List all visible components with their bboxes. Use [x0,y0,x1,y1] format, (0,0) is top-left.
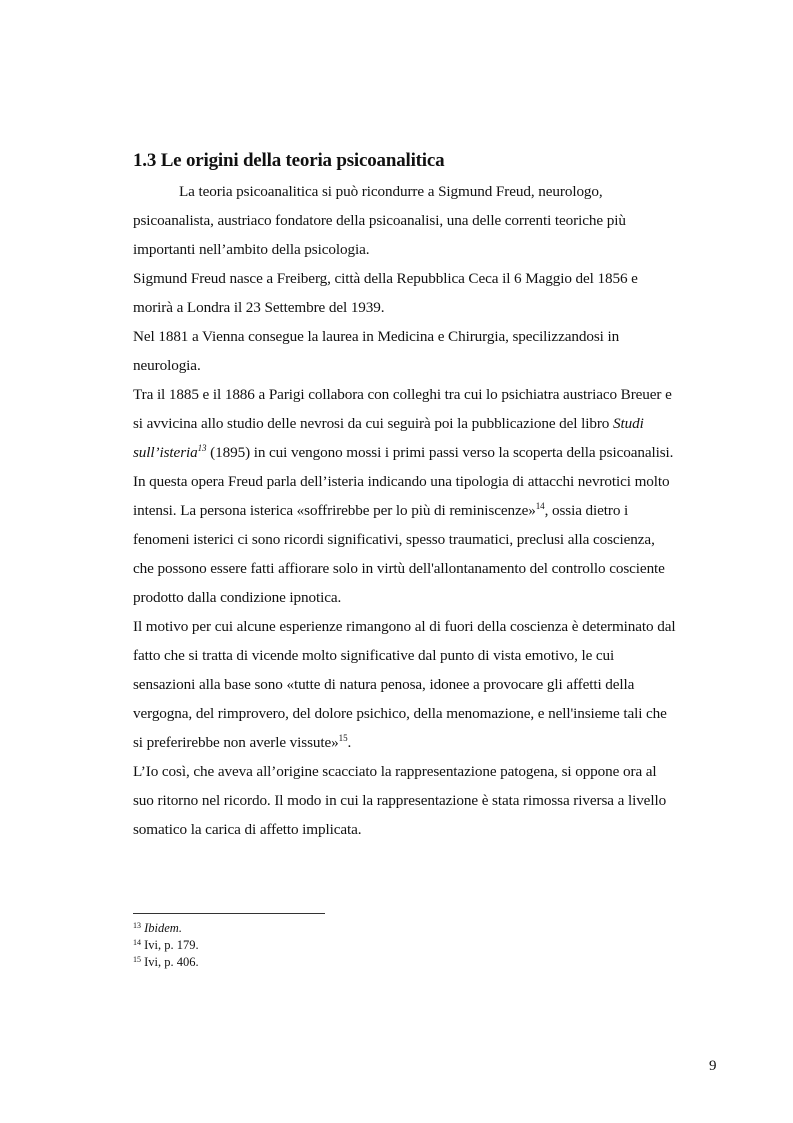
text-line [133,413,718,442]
text-line: importanti nell’ambito della psicologia. [133,241,370,258]
text-segment: . [347,734,352,751]
book-title: sull’isteria [133,444,198,461]
body-text [133,181,718,848]
text-line: che possono essere fatti affiorare solo in virtù dell'allontanamento del controllo cosciente [133,560,665,577]
text-segment: si preferirebbe non averle vissute» [133,734,339,751]
text-line: Tra il 1885 e il 1886 a Parigi collabora con colleghi tra cui lo psichiatra austriaco Breuer e [133,386,672,403]
footnote-ref[interactable]: 13 [197,443,207,453]
section-heading: 1.3 Le origini della teoria psicoanalitica [133,150,445,171]
text-line: In questa opera Freud parla dell’isteria indicando una tipologia di attacchi nevrotici molto [133,473,670,490]
text-line: prodotto dalla condizione ipnotica. [133,589,342,606]
book-title: Studi [613,415,644,432]
text-line: somatico la carica di affetto implicata. [133,821,362,838]
text-line: fenomeni isterici ci sono ricordi significativi, spesso traumatici, preclusi alla coscienza, [133,531,655,548]
text-segment: , ossia dietro i [544,502,629,519]
text-line: fatto che si tratta di vicende molto significative dal punto di vista emotivo, le cui [133,647,615,664]
text-line: psicoanalista, austriaco fondatore della psicoanalisi, una delle correnti teoriche più [133,212,626,229]
text-line: Nel 1881 a Vienna consegue la laurea in Medicina e Chirurgia, specilizzandosi in [133,328,620,345]
text-line: L’Io così, che aveva all’origine scacciato la rappresentazione patogena, si oppone ora al [133,763,657,780]
footnote-number: 14 [133,938,141,947]
text-line: vergogna, del rimprovero, del dolore psichico, della menomazione, e nell'insieme tali che [133,705,667,722]
footnote [133,937,199,954]
text-line: sensazioni alla base sono «tutte di natura penosa, idonee a provocare gli affetti della [133,676,635,693]
text-line [133,500,718,529]
text-line [133,732,718,761]
footnote [133,954,199,971]
text-segment: intensi. La persona isterica «soffrirebbe per lo più di reminiscenze» [133,502,536,519]
footnote-text: Ibidem. [144,921,182,935]
footnote-ref[interactable]: 14 [535,501,545,511]
text-line: morirà a Londra il 23 Settembre del 1939. [133,299,385,316]
text-line: neurologia. [133,357,201,374]
page-number: 9 [709,1058,717,1074]
text-line: Sigmund Freud nasce a Freiberg, città della Repubblica Ceca il 6 Maggio del 1856 e [133,270,638,287]
footnote-number: 13 [133,921,141,930]
text-line: suo ritorno nel ricordo. Il modo in cui la rappresentazione è stata rimossa riversa a livello [133,792,667,809]
text-line [133,442,718,471]
footnote [133,920,199,937]
footnote-number: 15 [133,955,141,964]
text-segment: (1895) in cui vengono mossi i primi passi verso la scoperta della psicoanalisi. [206,444,674,461]
footnotes [133,920,199,971]
text-line: Il motivo per cui alcune esperienze rimangono al di fuori della coscienza è determinato dal [133,618,676,635]
footnote-text: Ivi, p. 406. [144,955,199,969]
footnote-text: Ivi, p. 179. [144,938,199,952]
text-segment: si avvicina allo studio delle nevrosi da cui seguirà poi la pubblicazione del libro [133,415,610,432]
footnote-ref[interactable]: 15 [338,733,348,743]
footnote-divider [133,913,325,914]
text-line: La teoria psicoanalitica si può ricondurre a Sigmund Freud, neurologo, [179,183,603,200]
